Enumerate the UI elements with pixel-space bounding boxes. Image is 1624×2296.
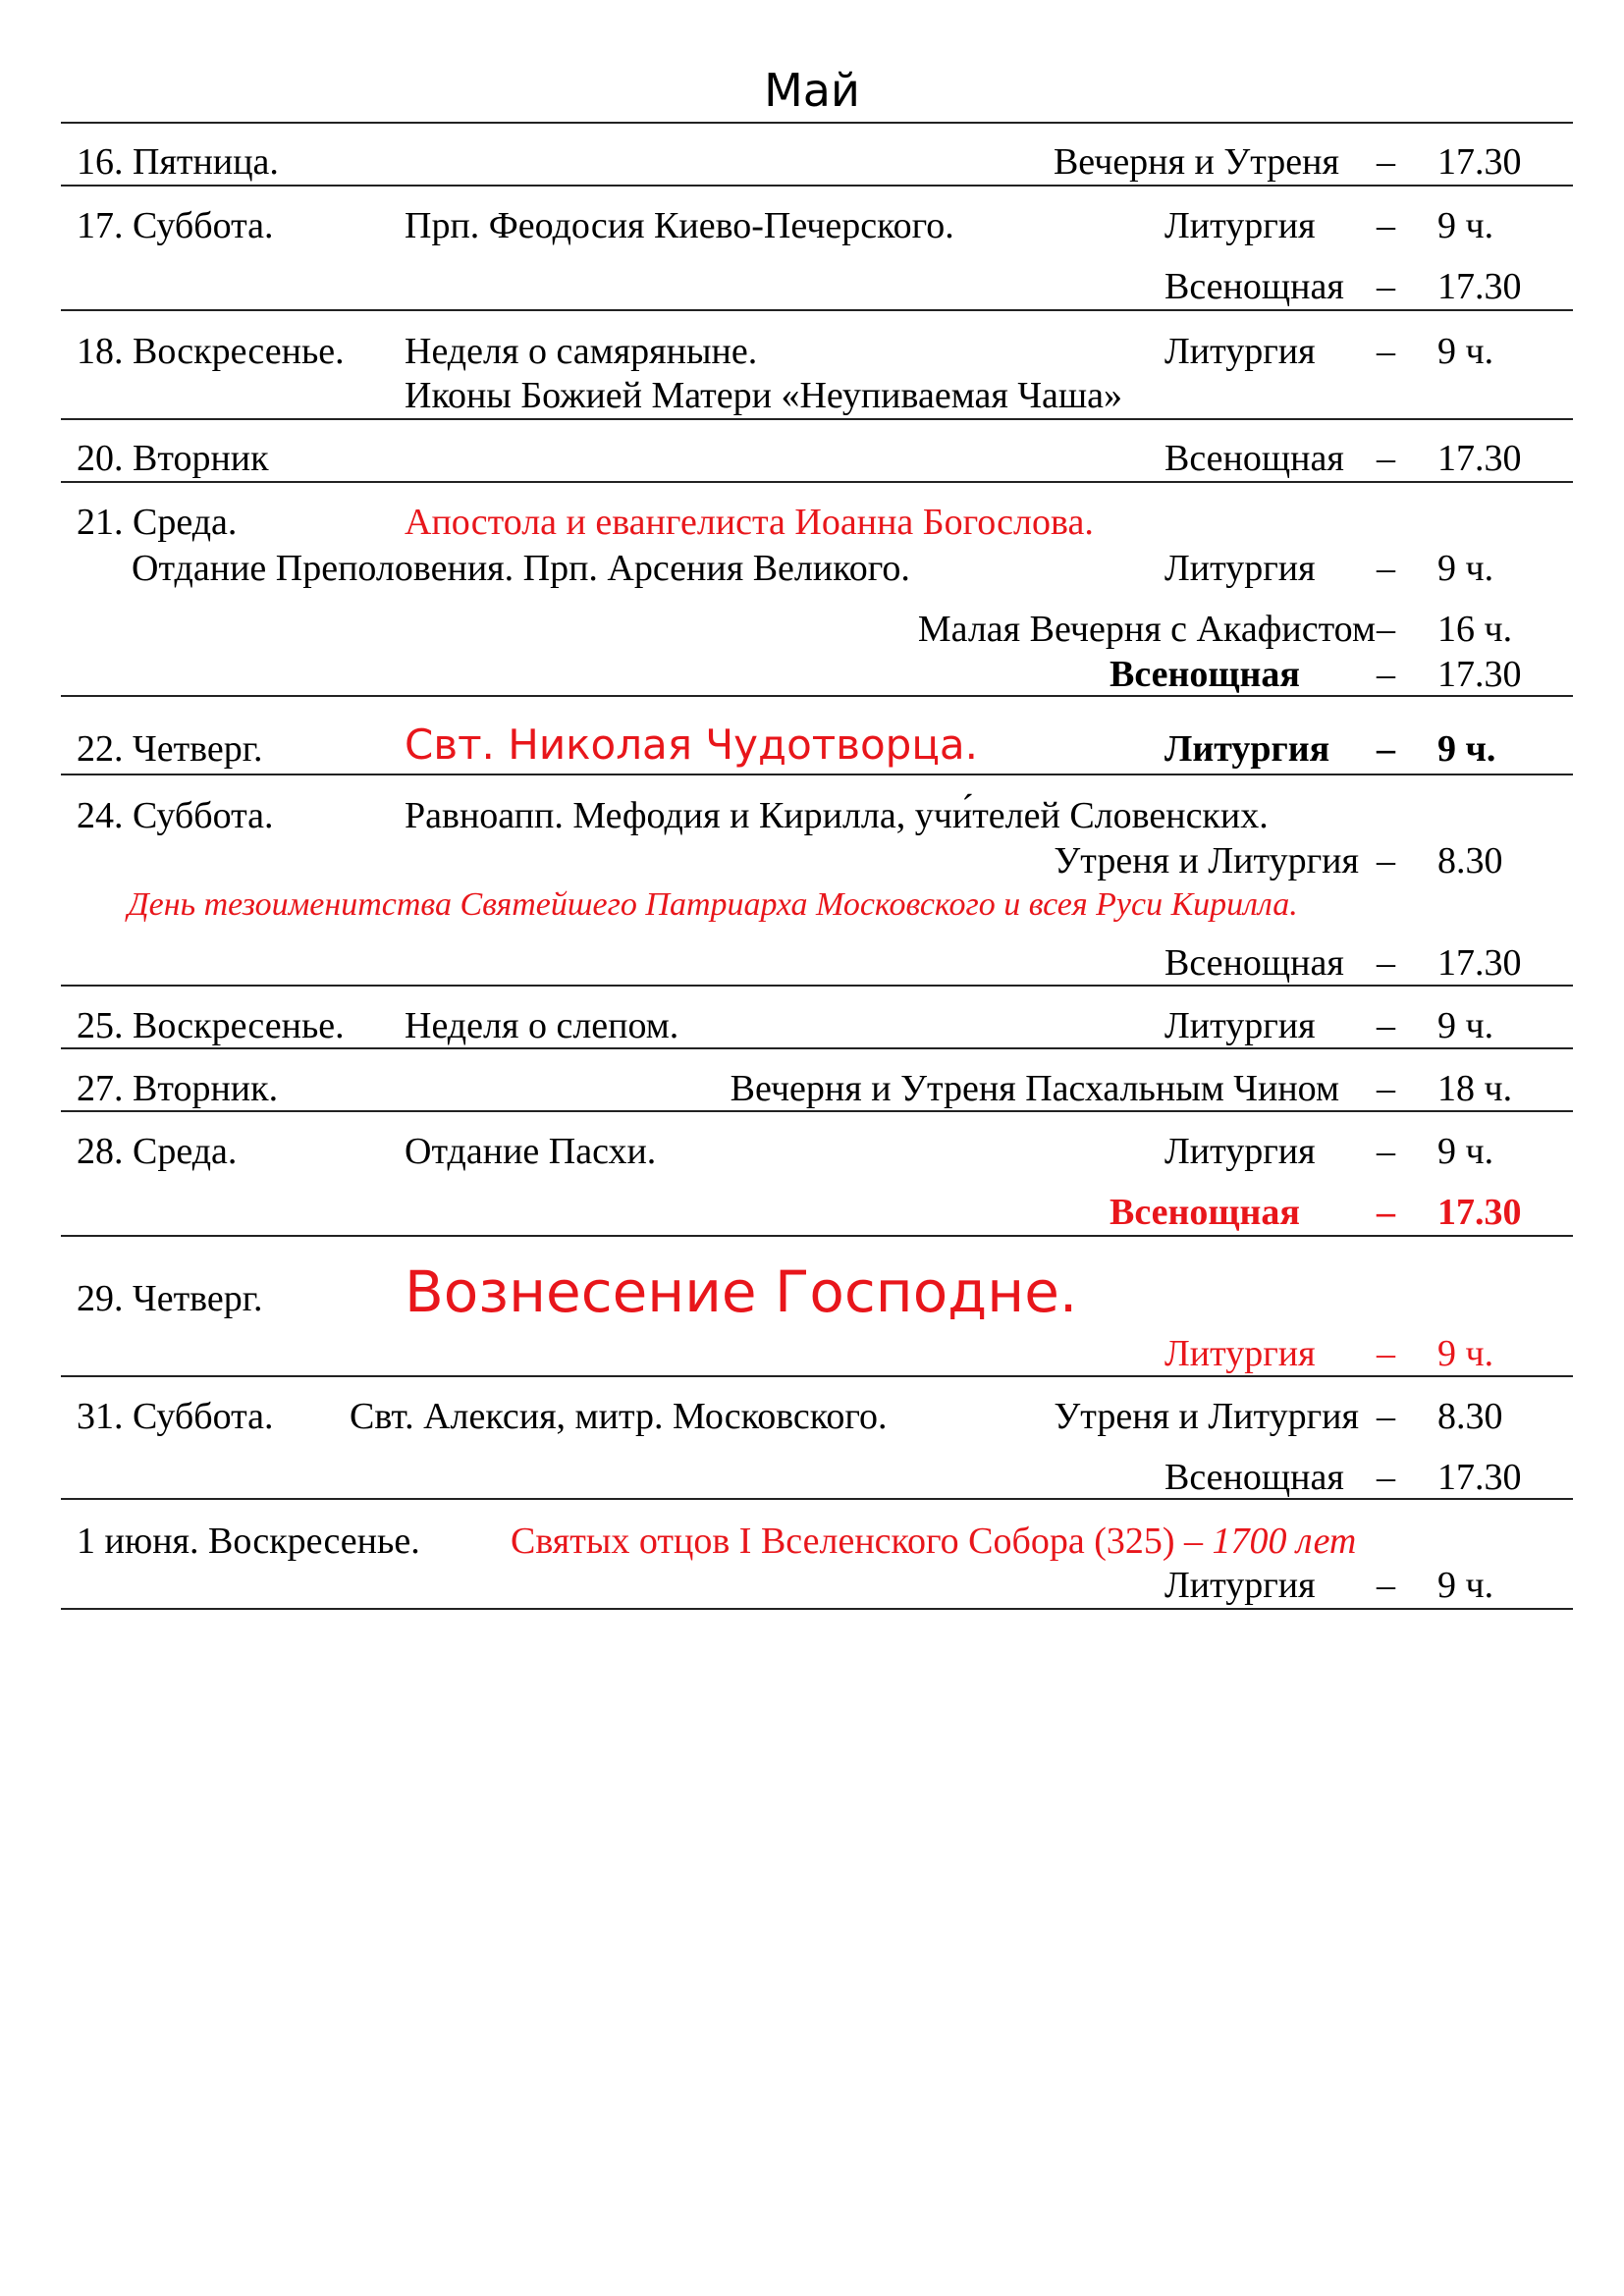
entry-dash: – [1377, 1068, 1395, 1109]
entry-time: 9 ч. [1437, 548, 1494, 589]
entry-feast: Отдание Пасхи. [405, 1131, 657, 1172]
entry-service: Литургия [1164, 548, 1316, 589]
entry-time-2: 17.30 [1437, 266, 1522, 307]
entry-day: 18. Воскресенье. [77, 331, 345, 372]
entry-service: Вечерня и Утреня [1053, 141, 1339, 183]
entry-service: Литургия [1164, 1131, 1316, 1172]
entry-dash-2: – [1377, 609, 1395, 650]
entry-time: 8.30 [1437, 840, 1503, 881]
entry-time: 17.30 [1437, 141, 1522, 183]
entry-time-3: 17.30 [1437, 654, 1522, 695]
entry-service: Литургия [1164, 1005, 1316, 1046]
entry-day: 24. Суббота. [77, 795, 274, 836]
divider [61, 418, 1573, 420]
entry-service: Литургия [1164, 728, 1330, 770]
divider [61, 1498, 1573, 1500]
divider [61, 1235, 1573, 1237]
divider [61, 309, 1573, 311]
divider [61, 985, 1573, 987]
entry-dash: – [1377, 331, 1395, 372]
entry-day: 29. Четверг. [77, 1278, 263, 1319]
entry-service: Утреня и Литургия [1054, 840, 1359, 881]
entry-day: 1 июня. Воскресенье. [77, 1521, 420, 1562]
entry-feast: Прп. Феодосия Киево-Печерского. [405, 205, 954, 246]
entry-feast: Неделя о самяряныне. [405, 331, 758, 372]
entry-dash-3: – [1377, 654, 1395, 695]
divider [61, 1375, 1573, 1377]
entry-time: 17.30 [1437, 438, 1522, 479]
entry-time: 18 ч. [1437, 1068, 1513, 1109]
entry-day: 17. Суббота. [77, 205, 274, 246]
entry-dash: – [1377, 1396, 1395, 1437]
entry-day: 21. Среда. [77, 502, 238, 543]
page-title: Май [764, 64, 860, 117]
divider [61, 481, 1573, 483]
entry-feast: Равноапп. Мефодия и Кирилла, учи́телей Словенских. [405, 795, 1269, 836]
entry-time-2: 17.30 [1437, 1457, 1522, 1498]
entry-time: 9 ч. [1437, 728, 1496, 770]
entry-feast: Неделя о слепом. [405, 1005, 679, 1046]
entry-feast-text: Святых отцов I Вселенского Собора (325) – [511, 1521, 1204, 1562]
entry-time-2: 17.30 [1437, 1192, 1522, 1233]
entry-dash: – [1377, 1565, 1395, 1606]
entry-feast [511, 1519, 1356, 1564]
entry-day: 22. Четверг. [77, 728, 263, 770]
divider [61, 774, 1573, 775]
divider [61, 122, 1573, 124]
entry-day: 25. Воскресенье. [77, 1005, 345, 1046]
entry-service: Утреня и Литургия [1054, 1396, 1359, 1437]
entry-time: 9 ч. [1437, 1565, 1494, 1606]
entry-dash: – [1377, 1333, 1395, 1374]
entry-service: Литургия [1164, 205, 1316, 246]
entry-dash: – [1377, 548, 1395, 589]
entry-time: 9 ч. [1437, 1333, 1494, 1374]
entry-day: 20. Вторник [77, 438, 269, 479]
entry-service: Литургия [1164, 1333, 1316, 1374]
entry-day: 31. Суббота. [77, 1396, 274, 1437]
entry-service-3: Всенощная [1110, 654, 1300, 695]
entry-feast-suffix: 1700 лет [1212, 1521, 1357, 1562]
entry-dash-2: – [1377, 1192, 1395, 1233]
entry-feast: Апостола и евангелиста Иоанна Богослова. [405, 502, 1094, 543]
entry-day: 28. Среда. [77, 1131, 238, 1172]
entry-feast: Свт. Николая Чудотворца. [405, 721, 979, 769]
entry-service-2: Всенощная [1164, 1457, 1344, 1498]
entry-dash: – [1377, 438, 1395, 479]
entry-day: 27. Вторник. [77, 1068, 279, 1109]
entry-feast: Вознесение Господне. [405, 1258, 1078, 1325]
divider [61, 695, 1573, 697]
entry-feast: Свт. Алексия, митр. Московского. [350, 1396, 888, 1437]
entry-dash: – [1377, 728, 1395, 770]
entry-time: 8.30 [1437, 1396, 1503, 1437]
entry-time: 9 ч. [1437, 331, 1494, 372]
entry-dash-2: – [1377, 1457, 1395, 1498]
divider [61, 1608, 1573, 1610]
entry-day: 16. Пятница. [77, 141, 279, 183]
entry-time: 9 ч. [1437, 1131, 1494, 1172]
entry-dash-2: – [1377, 942, 1395, 984]
entry-feast-2: Иконы Божией Матери «Неупиваемая Чаша» [405, 375, 1123, 416]
entry-service-2: Всенощная [1164, 266, 1344, 307]
entry-dash: – [1377, 1005, 1395, 1046]
entry-service: Вечерня и Утреня Пасхальным Чином [730, 1068, 1339, 1109]
divider [61, 1110, 1573, 1112]
entry-dash: – [1377, 205, 1395, 246]
entry-dash: – [1377, 1131, 1395, 1172]
entry-time: 9 ч. [1437, 1005, 1494, 1046]
entry-service-2: Малая Вечерня с Акафистом [917, 609, 1376, 650]
entry-service-2: Всенощная [1164, 942, 1344, 984]
entry-time-2: 16 ч. [1437, 609, 1513, 650]
entry-dash-2: – [1377, 266, 1395, 307]
entry-feast-2: Отдание Преполовения. Прп. Арсения Великого. [132, 548, 910, 589]
entry-note: День тезоименитства Святейшего Патриарха Московского и всея Руси Кирилла. [128, 886, 1298, 923]
divider [61, 185, 1573, 187]
entry-dash: – [1377, 840, 1395, 881]
entry-service: Литургия [1164, 1565, 1316, 1606]
entry-time: 9 ч. [1437, 205, 1494, 246]
divider [61, 1047, 1573, 1049]
entry-time-2: 17.30 [1437, 942, 1522, 984]
entry-dash: – [1377, 141, 1395, 183]
entry-service-2: Всенощная [1110, 1192, 1300, 1233]
entry-service: Литургия [1164, 331, 1316, 372]
entry-service: Всенощная [1164, 438, 1344, 479]
